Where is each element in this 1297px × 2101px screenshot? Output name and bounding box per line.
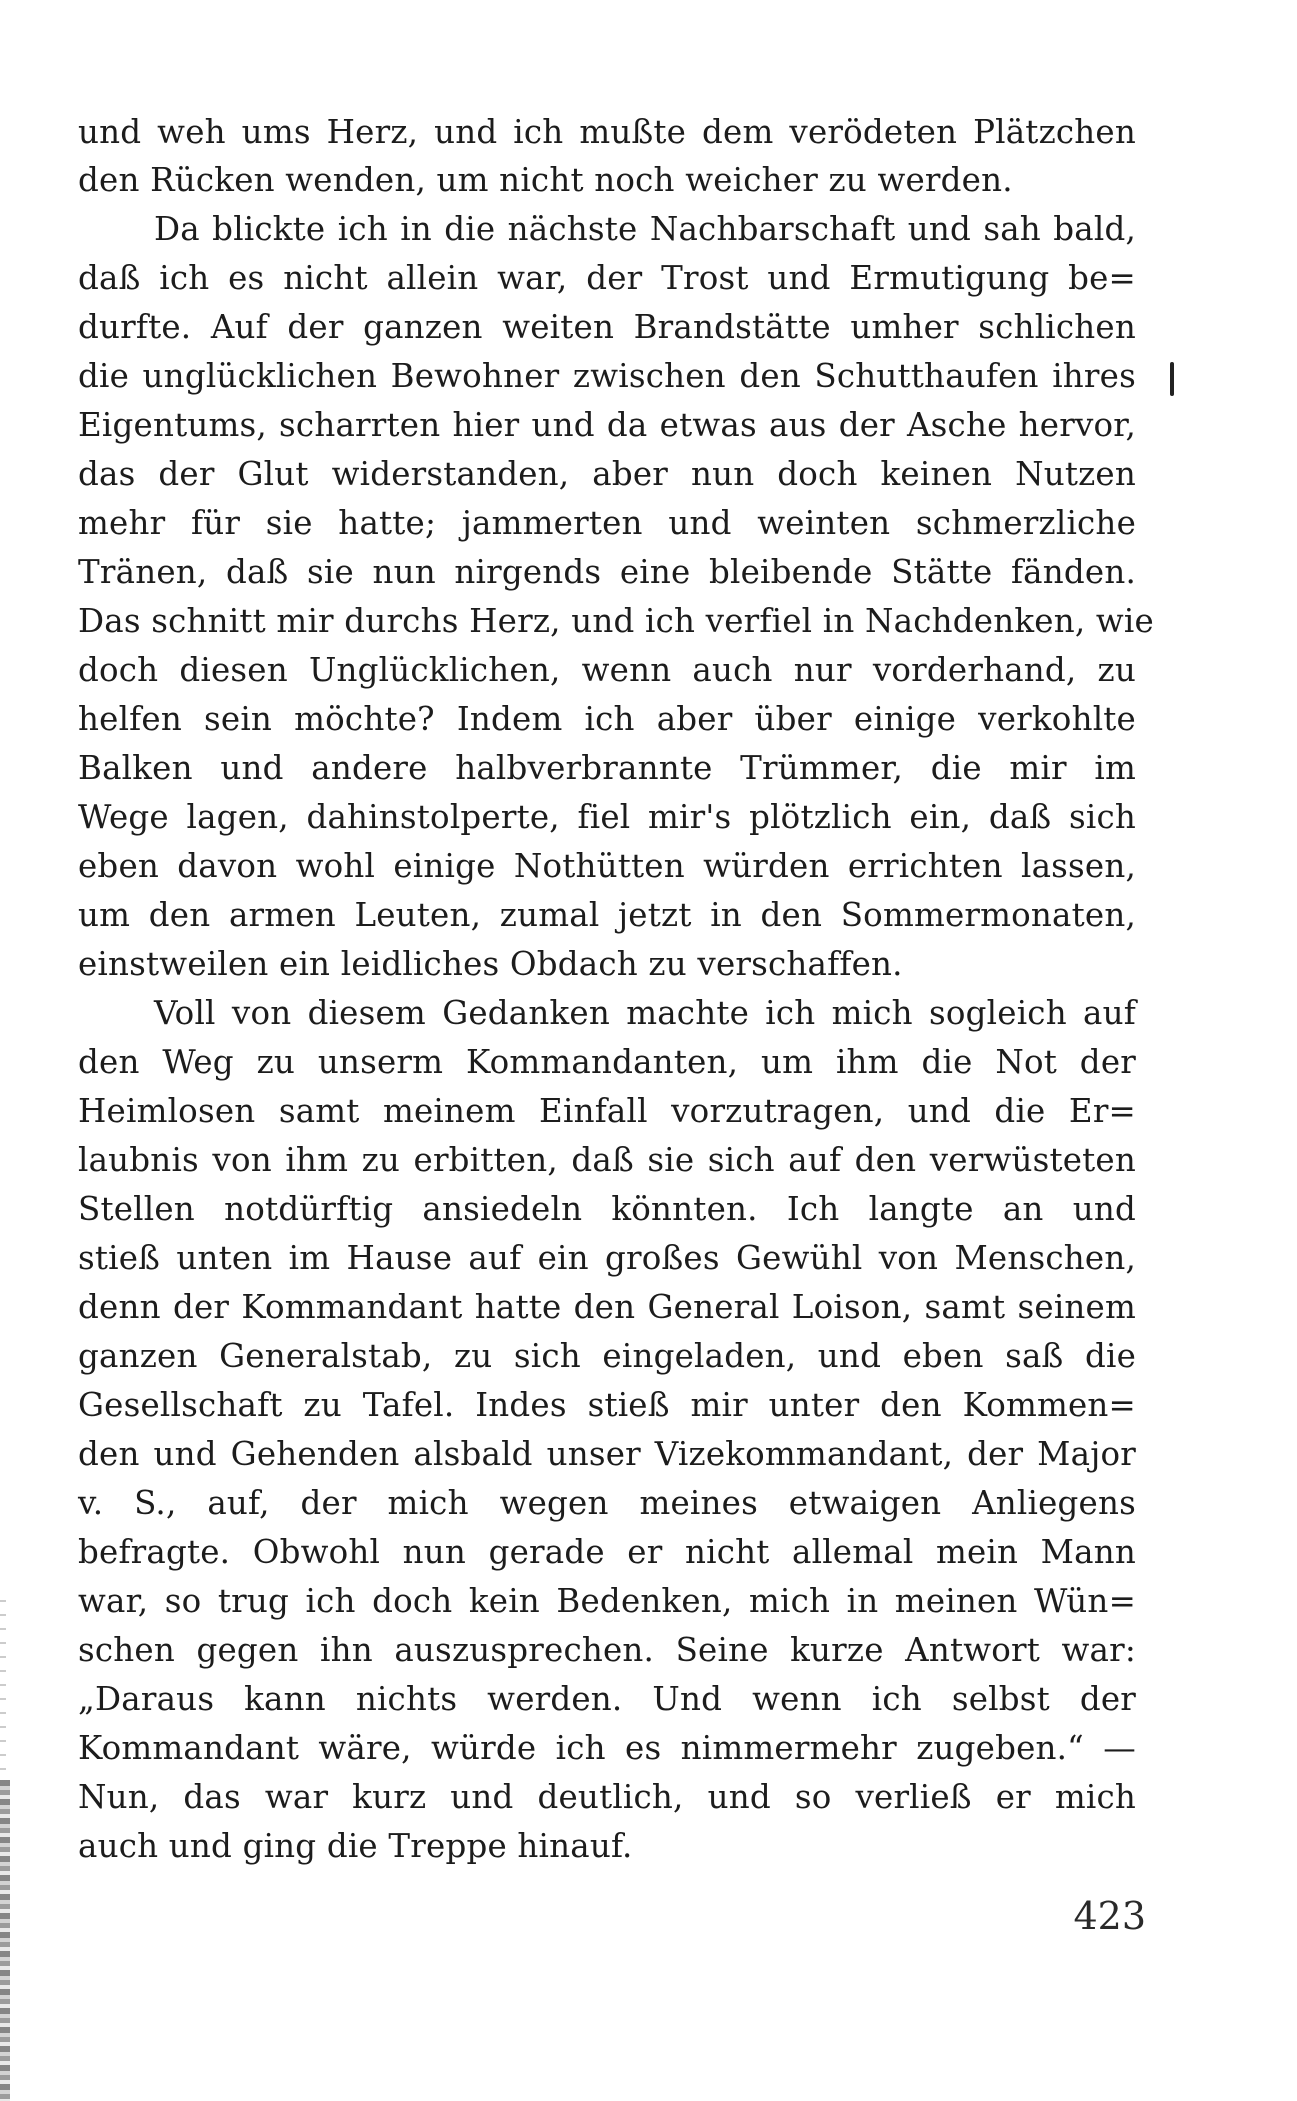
text-line: durfte. Auf der ganzen weiten Brandstätte umher schlichen	[78, 308, 1136, 346]
binding-edge	[0, 1780, 10, 2101]
margin-mark	[1170, 362, 1174, 396]
text-line: mehr für sie hatte; jammerten und weinten schmerzliche	[78, 504, 1136, 542]
text-line: einstweilen ein leidliches Obdach zu verschaffen.	[78, 945, 903, 983]
binding-edge-dots	[0, 1600, 6, 1780]
text-line: „Daraus kann nichts werden. Und wenn ich selbst der	[78, 1680, 1136, 1718]
text-line: ganzen Generalstab, zu sich eingeladen, und eben saß die	[78, 1337, 1136, 1375]
page-number: 423	[1073, 1894, 1146, 1938]
text-line: schen gegen ihn auszusprechen. Seine kurze Antwort war:	[78, 1631, 1136, 1669]
text-line: daß ich es nicht allein war, der Trost und Ermutigung be=	[78, 259, 1136, 297]
text-line: Kommandant wäre, würde ich es nimmermehr zugeben.“ —	[78, 1729, 1136, 1767]
text-line: Das schnitt mir durchs Herz, und ich verfiel in Nachdenken, wie	[78, 602, 1154, 640]
text-line: doch diesen Unglücklichen, wenn auch nur vorderhand, zu	[78, 651, 1136, 689]
text-line: Da blickte ich in die nächste Nachbarschaft und sah bald,	[154, 210, 1136, 248]
text-line: das der Glut widerstanden, aber nun doch keinen Nutzen	[78, 455, 1136, 493]
text-line: und weh ums Herz, und ich mußte dem verödeten Plätzchen	[78, 113, 1136, 151]
text-line: Voll von diesem Gedanken machte ich mich sogleich auf	[154, 994, 1136, 1032]
text-line: denn der Kommandant hatte den General Loison, samt seinem	[78, 1288, 1136, 1326]
text-line: Heimlosen samt meinem Einfall vorzutragen, und die Er=	[78, 1092, 1136, 1130]
text-line: helfen sein möchte? Indem ich aber über einige verkohlte	[78, 700, 1136, 738]
text-line: eben davon wohl einige Nothütten würden errichten lassen,	[78, 847, 1136, 885]
text-line: Nun, das war kurz und deutlich, und so verließ er mich	[78, 1778, 1136, 1816]
text-line: Gesellschaft zu Tafel. Indes stieß mir unter den Kommen=	[78, 1386, 1136, 1424]
text-line: laubnis von ihm zu erbitten, daß sie sich auf den verwüsteten	[78, 1141, 1136, 1179]
text-line: um den armen Leuten, zumal jetzt in den Sommermonaten,	[78, 896, 1136, 934]
text-line: v. S., auf, der mich wegen meines etwaigen Anliegens	[78, 1484, 1136, 1522]
text-line: den Weg zu unserm Kommandanten, um ihm die Not der	[78, 1043, 1136, 1081]
text-line: Eigentums, scharrten hier und da etwas aus der Asche hervor,	[78, 406, 1136, 444]
text-line: war, so trug ich doch kein Bedenken, mich in meinen Wün=	[78, 1582, 1136, 1620]
text-line: befragte. Obwohl nun gerade er nicht allemal mein Mann	[78, 1533, 1136, 1571]
text-line: Balken und andere halbverbrannte Trümmer, die mir im	[78, 749, 1136, 787]
text-line: stieß unten im Hause auf ein großes Gewühl von Menschen,	[78, 1239, 1136, 1277]
text-line: Tränen, daß sie nun nirgends eine bleibende Stätte fänden.	[78, 553, 1136, 591]
text-line: den und Gehenden alsbald unser Vizekommandant, der Major	[78, 1435, 1136, 1473]
text-line: den Rücken wenden, um nicht noch weicher zu werden.	[78, 161, 1013, 199]
text-line: Stellen notdürftig ansiedeln könnten. Ich langte an und	[78, 1190, 1136, 1228]
text-line: auch und ging die Treppe hinauf.	[78, 1827, 633, 1865]
text-line: die unglücklichen Bewohner zwischen den Schutthaufen ihres	[78, 357, 1136, 395]
text-line: Wege lagen, dahinstolperte, fiel mir's plötzlich ein, daß sich	[78, 798, 1136, 836]
